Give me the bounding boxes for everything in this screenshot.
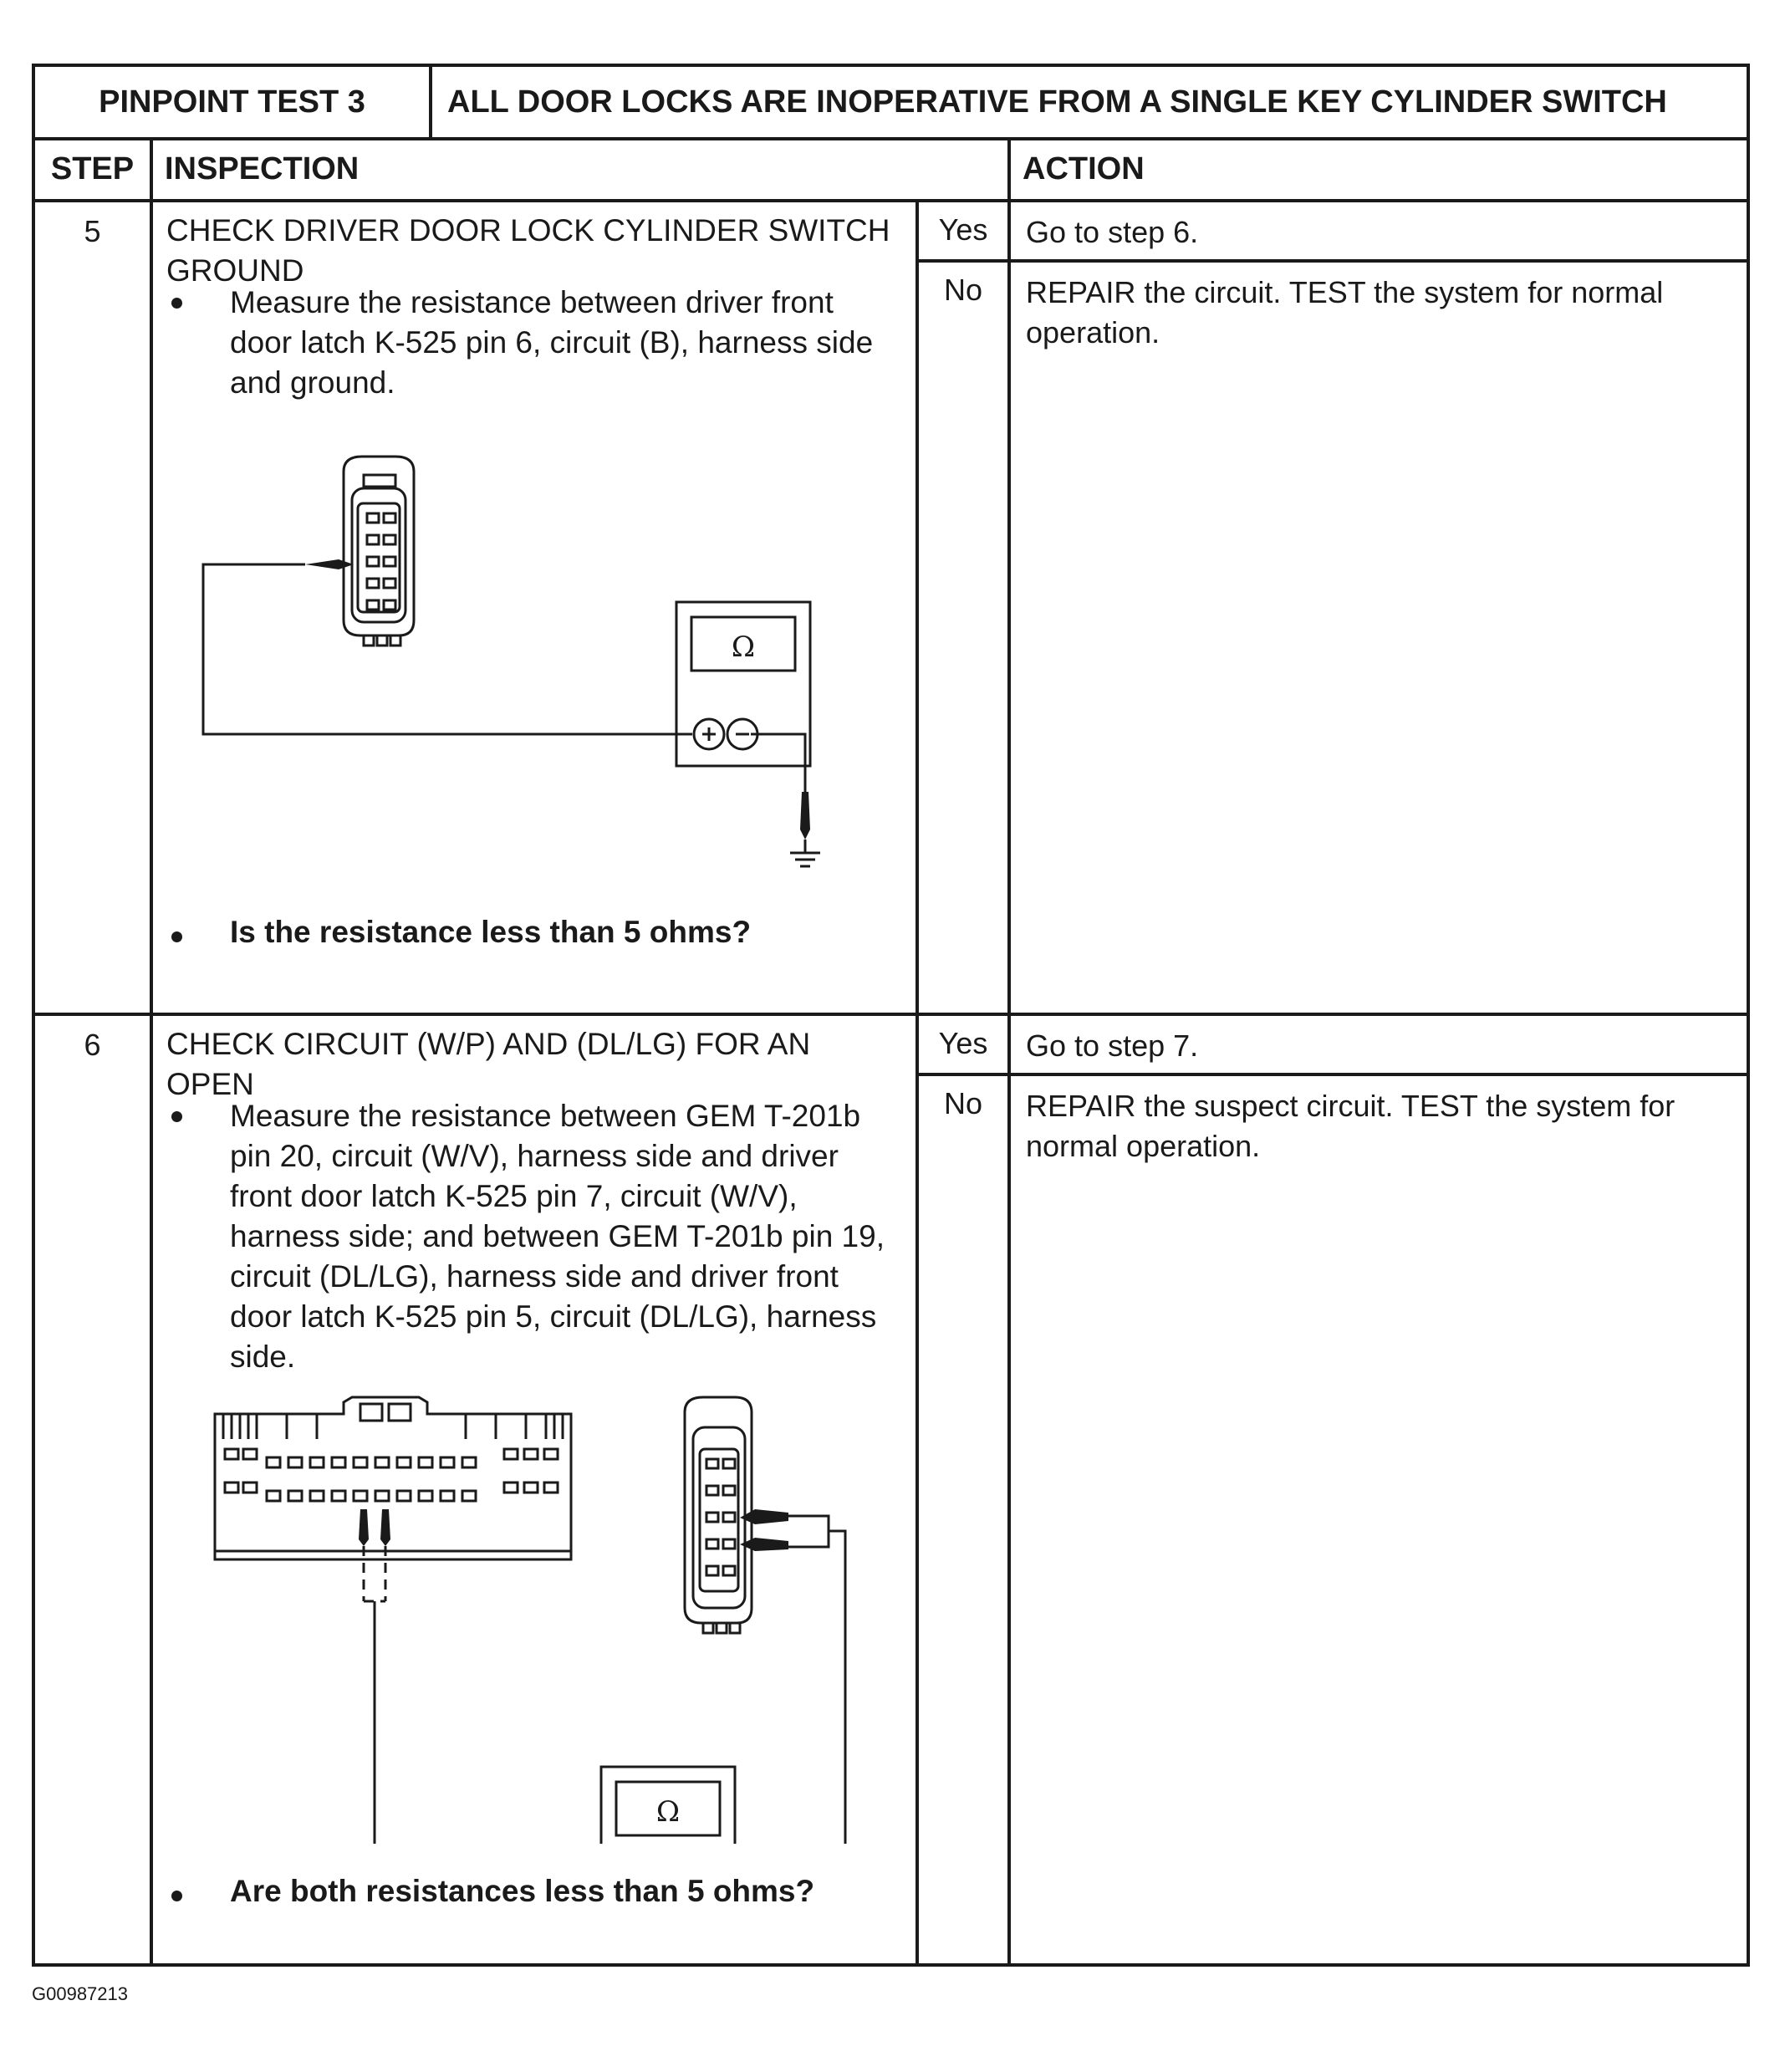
step-6-wires (364, 1516, 845, 1844)
step-5-yes-row (33, 201, 1748, 261)
step-6-yes-action: Go to step 7. (1009, 1014, 1748, 1074)
probe-icon (740, 1509, 788, 1551)
step-6-no-action: REPAIR the suspect circuit. TEST the system for normal operation. (1009, 1074, 1748, 1965)
step-6-instruction: Measure the resistance between GEM T-201b pin 20, circuit (W/V), harness side and driver front door latch K-525 pin 7, circuit (W/V), harness side; and between GEM T-201b pin 19, circuit (DL/LG), harness side and driver front door latch K-525 pin 5, circuit (DL/LG), harness side. (230, 1098, 885, 1374)
step-5-wiring-diagram (153, 453, 905, 888)
bullet-icon (171, 1891, 182, 1901)
figure-id: G00987213 (32, 1983, 128, 2004)
header-step: STEP (33, 139, 151, 201)
bullet-icon (171, 298, 182, 309)
step-5-heading: CHECK DRIVER DOOR LOCK CYLINDER SWITCH GROUND (166, 212, 890, 288)
test-description: ALL DOOR LOCKS ARE INOPERATIVE FROM A SINGLE KEY CYLINDER SWITCH (431, 65, 1748, 139)
step-5-no-label: No (917, 261, 1009, 1014)
header-row (33, 139, 1748, 201)
ohmmeter-icon (676, 602, 810, 766)
pinpoint-test-table (32, 64, 1750, 1967)
bullet-icon (171, 931, 182, 942)
header-inspection: INSPECTION (151, 139, 1009, 201)
step-5-yes-action: Go to step 6. (1009, 201, 1748, 261)
step-6-yes-row (33, 1014, 1748, 1074)
door-latch-connector-icon (685, 1397, 752, 1633)
step-5-number: 5 (33, 201, 151, 1014)
bullet-icon (171, 1111, 182, 1122)
step-5-yes-label: Yes (917, 201, 1009, 261)
probe-icon (359, 1509, 390, 1546)
title-row (33, 65, 1748, 139)
header-action: ACTION (1009, 139, 1748, 201)
door-latch-connector-icon (344, 457, 414, 646)
step-5-no-action: REPAIR the circuit. TEST the system for normal operation. (1009, 261, 1748, 1014)
step-6-no-label: No (917, 1074, 1009, 1965)
step-5-wires (203, 564, 805, 792)
step-5-meter-symbol: Ω (731, 630, 756, 664)
ground-symbol-icon (790, 792, 820, 866)
test-title: PINPOINT TEST 3 (33, 65, 431, 139)
step-6-meter-symbol: Ω (655, 1794, 681, 1829)
step-5-inspection (151, 201, 917, 1014)
gem-connector-icon (215, 1397, 571, 1559)
step-5-question: Is the resistance less than 5 ohms? (230, 914, 752, 949)
step-6-heading: CHECK CIRCUIT (W/P) AND (DL/LG) FOR AN OPEN (166, 1026, 811, 1101)
step-5-instruction: Measure the resistance between driver front door latch K-525 pin 6, circuit (B), harness side and ground. (230, 284, 874, 400)
step-6-number: 6 (33, 1014, 151, 1965)
step-6-inspection (151, 1014, 917, 1965)
step-6-yes-label: Yes (917, 1014, 1009, 1074)
step-6-wiring-diagram (153, 1392, 905, 1844)
probe-icon (305, 559, 354, 569)
step-6-question: Are both resistances less than 5 ohms? (230, 1873, 815, 1908)
